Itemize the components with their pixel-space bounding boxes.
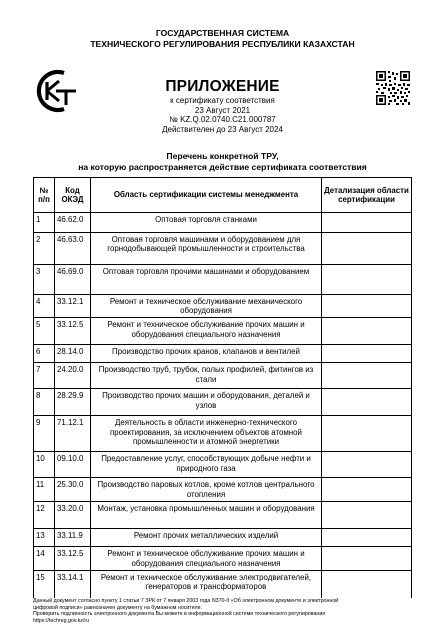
row-code: 09.10.0 bbox=[55, 452, 91, 478]
header-area: Область сертификации системы менеджмента bbox=[91, 178, 322, 213]
footer-legal-note bbox=[33, 598, 413, 624]
row-code: 33.12.5 bbox=[55, 318, 91, 345]
row-code: 28.14.0 bbox=[55, 345, 91, 363]
footer-line-2: цифровой подписи» равнозначен документу на бумажном носителе. bbox=[33, 604, 203, 611]
row-area: Предоставление услуг, способствующих добыче нефти и природного газа bbox=[91, 452, 322, 478]
row-code: 71.12.1 bbox=[55, 416, 91, 452]
appendix-title: ПРИЛОЖЕНИЕ bbox=[165, 78, 280, 95]
table-row bbox=[34, 233, 412, 265]
row-code: 33.12.1 bbox=[55, 295, 91, 318]
table-row bbox=[34, 389, 412, 416]
row-area: Ремонт прочих металлических изделий bbox=[91, 529, 322, 547]
table-row bbox=[34, 547, 412, 570]
row-area: Ремонт и техническое обслуживание механического оборудования bbox=[91, 295, 322, 318]
row-detail bbox=[322, 213, 412, 233]
row-area: Ремонт и техническое обслуживание электродвигателей, генераторов и трансформаторов bbox=[91, 570, 322, 604]
row-area: Ремонт и техническое обслуживание прочих машин и оборудования специального назначения bbox=[91, 318, 322, 345]
row-area: Производство прочих кранов, клапанов и вентилей bbox=[91, 345, 322, 363]
row-detail bbox=[322, 547, 412, 570]
subtitle-line-2: на которую распространяется действие сертификата соответствия bbox=[78, 161, 367, 172]
org-line-2: ТЕХНИЧЕСКОГО РЕГУЛИРОВАНИЯ РЕСПУБЛИКИ КАЗАХСТАН bbox=[90, 39, 355, 49]
row-num: 9 bbox=[34, 416, 55, 452]
row-area: Производство паровых котлов, кроме котлов центрального отопления bbox=[91, 478, 322, 502]
row-num: 8 bbox=[34, 389, 55, 416]
table-row bbox=[34, 502, 412, 529]
footer-link[interactable]: https://techreg.gov.kz/ru bbox=[33, 617, 90, 624]
row-detail bbox=[322, 233, 412, 265]
table-row bbox=[34, 318, 412, 345]
row-detail bbox=[322, 452, 412, 478]
table-row bbox=[34, 213, 412, 233]
row-code: 46.63.0 bbox=[55, 233, 91, 265]
certificate-number: № KZ.Q.02.0740.С21.000787 bbox=[169, 115, 276, 125]
row-area: Монтаж, установка промышленных машин и оборудования bbox=[91, 502, 322, 529]
row-num: 1 bbox=[34, 213, 55, 233]
header-code: Код ОКЭД bbox=[55, 178, 91, 213]
row-detail bbox=[322, 478, 412, 502]
organization-header bbox=[0, 28, 445, 50]
appendix-header bbox=[0, 78, 445, 134]
header-detail: Детализация области сертификации bbox=[322, 178, 412, 213]
row-area: Производство труб, трубок, полых профилей, фитингов из стали bbox=[91, 363, 322, 389]
list-subtitle bbox=[0, 151, 445, 172]
row-num: 12 bbox=[34, 502, 55, 529]
row-detail bbox=[322, 416, 412, 452]
row-num: 3 bbox=[34, 265, 55, 295]
row-num: 6 bbox=[34, 345, 55, 363]
appendix-date: 23 Август 2021 bbox=[194, 105, 251, 115]
table-row bbox=[34, 452, 412, 478]
row-detail bbox=[322, 295, 412, 318]
table-row bbox=[34, 529, 412, 547]
row-code: 33.20.0 bbox=[55, 502, 91, 529]
row-num: 4 bbox=[34, 295, 55, 318]
row-detail bbox=[322, 529, 412, 547]
table-row bbox=[34, 416, 412, 452]
footer-line-3: Проверить подлинность электронного документа Вы можете в информационной системе технического регулирования bbox=[33, 611, 326, 618]
row-code: 33.14.1 bbox=[55, 570, 91, 604]
row-area: Производство прочих машин и оборудования, деталей и узлов bbox=[91, 389, 322, 416]
row-area: Ремонт и техническое обслуживание прочих машин и оборудования специального назначения bbox=[91, 547, 322, 570]
table-row bbox=[34, 345, 412, 363]
row-code: 46.62.0 bbox=[55, 213, 91, 233]
row-num: 15 bbox=[34, 570, 55, 604]
row-detail bbox=[322, 502, 412, 529]
row-num: 5 bbox=[34, 318, 55, 345]
org-line-1: ГОСУДАРСТВЕННАЯ СИСТЕМА bbox=[155, 28, 290, 38]
header-num: № п/п bbox=[34, 178, 55, 213]
row-num: 13 bbox=[34, 529, 55, 547]
row-code: 28.29.9 bbox=[55, 389, 91, 416]
table-row bbox=[34, 295, 412, 318]
table-row bbox=[34, 363, 412, 389]
row-area: Оптовая торговля прочими машинами и оборудованием bbox=[91, 265, 322, 295]
row-detail bbox=[322, 265, 412, 295]
row-detail bbox=[322, 389, 412, 416]
row-code: 33.12.5 bbox=[55, 547, 91, 570]
row-area: Деятельность в области инженерно-технического проектирования, за исключением объектов атомной промышленности и атомной энергетики bbox=[91, 416, 322, 452]
row-area: Оптовая торговля станками bbox=[91, 213, 322, 233]
row-num: 7 bbox=[34, 363, 55, 389]
row-num: 14 bbox=[34, 547, 55, 570]
row-num: 11 bbox=[34, 478, 55, 502]
table-row bbox=[34, 478, 412, 502]
row-area: Оптовая торговля машинами и оборудованием для горнодобывающей промышленности и строительства bbox=[91, 233, 322, 265]
row-detail bbox=[322, 345, 412, 363]
row-code: 46.69.0 bbox=[55, 265, 91, 295]
table-row bbox=[34, 265, 412, 295]
valid-until: Действителен до 23 Август 2024 bbox=[162, 124, 283, 134]
row-num: 2 bbox=[34, 233, 55, 265]
appendix-reference: к сертификату соответствия bbox=[170, 96, 275, 105]
footer-line-1: Данный документ согласно пункту 1 статьи 7 ЗРК от 7 января 2003 года N370-II «Об электронном документе и электронной bbox=[33, 598, 339, 604]
row-num: 10 bbox=[34, 452, 55, 478]
subtitle-line-1: Перечень конкретной ТРУ, bbox=[166, 151, 279, 161]
certification-table bbox=[33, 177, 412, 605]
row-code: 33.11.9 bbox=[55, 529, 91, 547]
row-code: 25.30.0 bbox=[55, 478, 91, 502]
table-header-row bbox=[34, 178, 412, 213]
row-code: 24.20.0 bbox=[55, 363, 91, 389]
row-detail bbox=[322, 318, 412, 345]
row-detail bbox=[322, 363, 412, 389]
